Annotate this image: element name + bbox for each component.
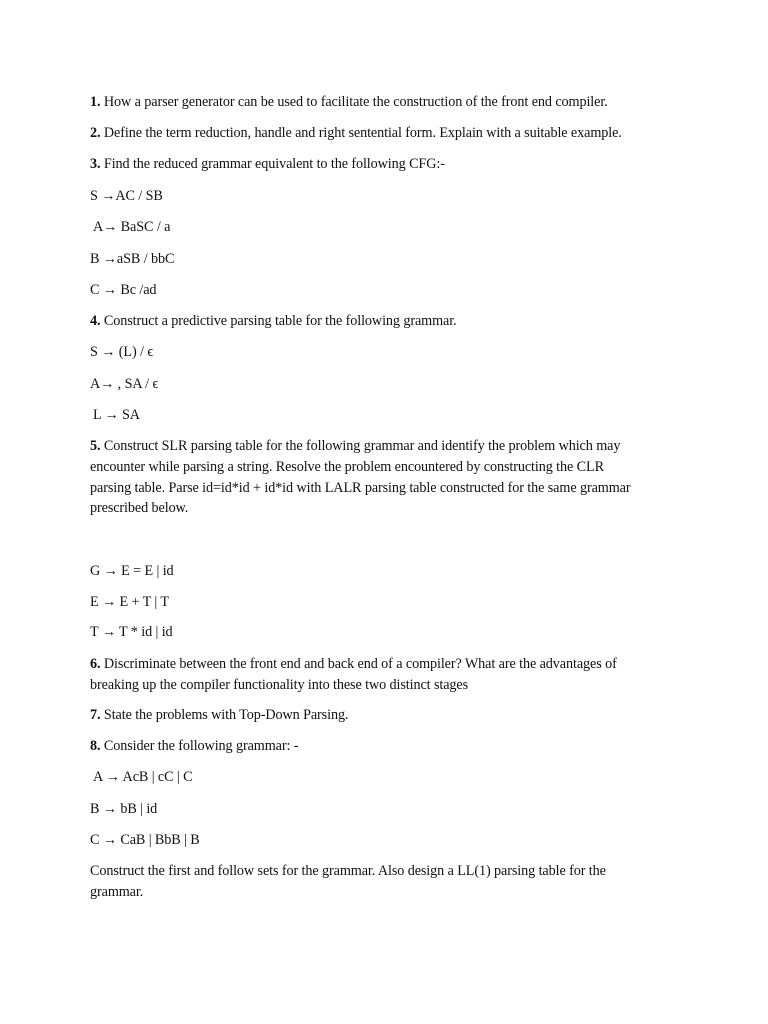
grammar-rule: B →aSB / bbC [90, 251, 175, 267]
grammar-rule: A→ , SA / ϵ [90, 376, 159, 392]
question-text: Construct a predictive parsing table for the following grammar. [100, 313, 457, 329]
question-3 [90, 154, 445, 174]
grammar-rule: E → E + T | T [90, 594, 169, 610]
question-text: Discriminate between the front end and back end of a compiler? What are the advantages of [100, 656, 617, 672]
grammar-rule: B → bB | id [90, 801, 158, 817]
question-text-line: encounter while parsing a string. Resolve the problem encountered by constructing the CLR [90, 459, 604, 475]
question-text: Construct SLR parsing table for the following grammar and identify the problem which may [100, 438, 621, 454]
question-number: 2. [90, 125, 101, 141]
question-4 [90, 311, 457, 331]
grammar-rule: L → SA [93, 407, 140, 423]
question-text: State the problems with Top-Down Parsing. [100, 707, 349, 723]
grammar-rule: G → E = E | id [90, 563, 174, 579]
question-2 [90, 123, 622, 143]
question-text-line: grammar. [90, 884, 144, 900]
question-number: 1. [90, 94, 101, 110]
question-1 [90, 92, 608, 112]
grammar-rule: T → T * id | id [90, 624, 173, 640]
question-8 [90, 736, 298, 756]
question-number: 7. [90, 707, 101, 723]
question-number: 5. [90, 438, 101, 454]
grammar-rule: C → Bc /ad [90, 282, 157, 298]
grammar-rule: A→ BaSC / a [93, 219, 171, 235]
question-text-line: Construct the first and follow sets for the grammar. Also design a LL(1) parsing table for the [90, 863, 606, 879]
grammar-rule: S → (L) / ϵ [90, 344, 153, 360]
question-number: 4. [90, 313, 101, 329]
question-number: 8. [90, 738, 101, 754]
question-5 [90, 436, 620, 456]
question-7 [90, 705, 348, 725]
question-number: 3. [90, 156, 101, 172]
question-6 [90, 654, 617, 674]
question-text: Define the term reduction, handle and right sentential form. Explain with a suitable example. [100, 125, 622, 141]
grammar-rule: A → AcB | cC | C [93, 769, 193, 785]
grammar-rule: C → CaB | BbB | B [90, 832, 200, 848]
question-text-line: parsing table. Parse id=id*id + id*id with LALR parsing table constructed for the same grammar [90, 480, 631, 496]
question-text: Consider the following grammar: - [100, 738, 299, 754]
question-text-line: breaking up the compiler functionality into these two distinct stages [90, 677, 469, 693]
question-number: 6. [90, 656, 101, 672]
question-text-line: prescribed below. [90, 500, 189, 516]
question-text: How a parser generator can be used to facilitate the construction of the front end compiler. [100, 94, 608, 110]
grammar-rule: S →AC / SB [90, 188, 163, 204]
question-text: Find the reduced grammar equivalent to the following CFG:- [100, 156, 445, 172]
